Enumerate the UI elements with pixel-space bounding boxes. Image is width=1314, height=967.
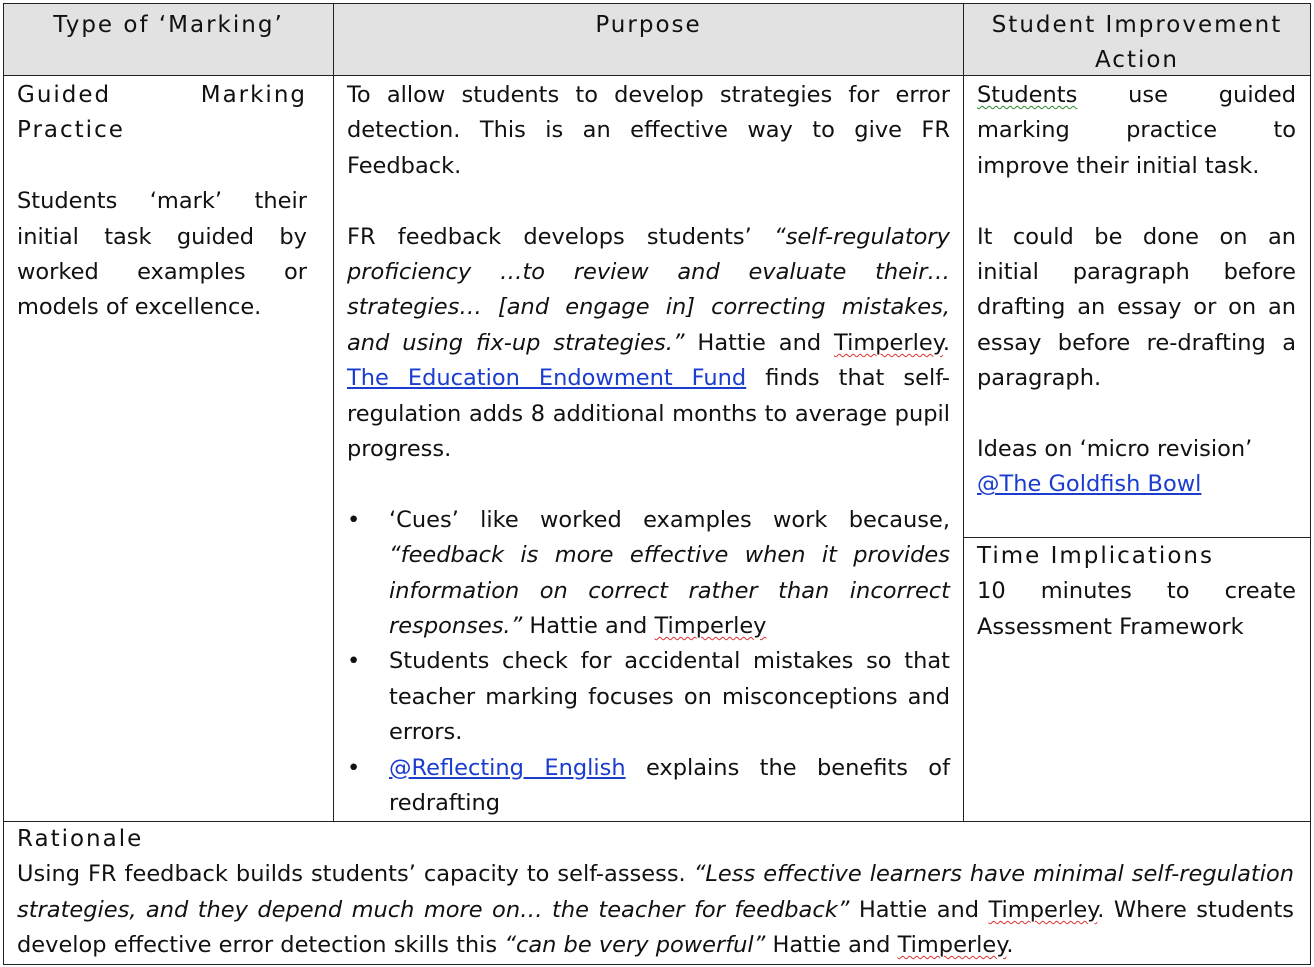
rationale-title: Rationale bbox=[17, 826, 144, 852]
rationale-text bbox=[17, 857, 1294, 963]
bullet-text: explains the benefits of redrafting bbox=[389, 754, 950, 817]
rationale-quote-2: “can be very powerful” bbox=[504, 932, 766, 959]
bullet-glyph: • bbox=[347, 648, 361, 675]
header-purpose bbox=[333, 3, 964, 76]
rationale-lead: Using FR feedback builds students’ capacity to self-assess. bbox=[17, 861, 694, 888]
header-type-text: Type of ‘Marking’ bbox=[53, 12, 284, 38]
type-title-word-2: Marking bbox=[200, 82, 307, 108]
purpose-cell bbox=[333, 75, 964, 822]
reflecting-english-link[interactable]: @Reflecting English bbox=[389, 754, 626, 781]
header-purpose-text: Purpose bbox=[595, 12, 702, 38]
bullet-text: Students check for accidental mistakes so that teacher marking focuses on misconceptions and errors. bbox=[389, 648, 950, 746]
rationale-citation-1: Hattie and bbox=[849, 896, 989, 923]
action-intro bbox=[977, 78, 1296, 184]
rationale-cell bbox=[3, 821, 1311, 965]
time-title: Time Implications bbox=[977, 543, 1214, 569]
purpose-evidence-lead: FR feedback develops students’ bbox=[347, 223, 775, 250]
purpose-citation: Hattie and bbox=[684, 329, 835, 356]
purpose-intro: To allow students to develop strategies for error detection. This is an effective way to give FR Feedback. bbox=[347, 82, 950, 179]
header-action bbox=[963, 3, 1311, 76]
action-intro-rest: use guided marking practice to improve their initial task. bbox=[977, 82, 1296, 179]
list-item bbox=[347, 503, 950, 645]
rationale-citation-2: Hattie and bbox=[765, 932, 898, 959]
goldfish-bowl-link[interactable]: @The Goldfish Bowl bbox=[977, 471, 1202, 498]
action-ideas: Ideas on ‘micro revision’ bbox=[977, 436, 1253, 463]
header-type bbox=[3, 3, 334, 76]
rationale-end: . bbox=[1006, 932, 1014, 959]
rationale-middle: . Where students develop effective error detection skills this bbox=[17, 896, 1295, 959]
education-endowment-fund-link[interactable]: The Education Endowment Fund bbox=[347, 365, 747, 392]
time-text: 10 minutes to create Assessment Framework bbox=[977, 578, 1296, 640]
bullet-citation: Hattie and bbox=[522, 613, 655, 640]
purpose-period: . bbox=[942, 329, 950, 356]
rationale-quote-1: “Less effective learners have minimal self-regulation strategies, and they depend much more on… the teacher for feedback” bbox=[17, 861, 1294, 923]
time-cell bbox=[963, 537, 1311, 822]
list-item bbox=[347, 751, 950, 822]
header-action-text: Student Improvement Action bbox=[991, 12, 1283, 73]
purpose-evidence bbox=[347, 220, 950, 468]
rationale-citation-name-2: Timperley bbox=[897, 932, 1007, 959]
action-detail: It could be done on an initial paragraph before drafting an essay or on an essay before re-drafting a paragraph. bbox=[977, 223, 1296, 392]
purpose-evidence-tail: finds that self-regulation adds 8 additional months to average pupil progress. bbox=[347, 365, 951, 463]
list-item bbox=[347, 644, 950, 750]
purpose-quote: “self-regulatory proficiency …to review and evaluate their…strategies… [and engage in] correcting mistakes, and using fix-up strategies.” bbox=[347, 223, 950, 356]
type-title bbox=[17, 78, 307, 149]
purpose-bullet-list bbox=[347, 503, 950, 822]
rationale-citation-name-1: Timperley bbox=[988, 896, 1098, 923]
type-title-word-3: Practice bbox=[17, 117, 125, 144]
purpose-citation-name: Timperley bbox=[834, 329, 943, 356]
type-title-word-1: Guided bbox=[17, 82, 112, 108]
type-cell bbox=[3, 75, 334, 822]
bullet-text: ‘Cues’ like worked examples work because, bbox=[389, 506, 950, 533]
action-cell bbox=[963, 75, 1311, 538]
bullet-glyph: • bbox=[347, 506, 361, 533]
bullet-citation-name: Timperley bbox=[654, 613, 767, 640]
bullet-glyph: • bbox=[347, 754, 361, 781]
type-description: Students ‘mark’ their initial task guided by worked examples or models of excellence. bbox=[17, 188, 307, 321]
bullet-quote: “feedback is more effective when it provides information on correct rather than incorrect responses.” bbox=[389, 542, 950, 640]
action-intro-subject: Students bbox=[977, 82, 1078, 108]
